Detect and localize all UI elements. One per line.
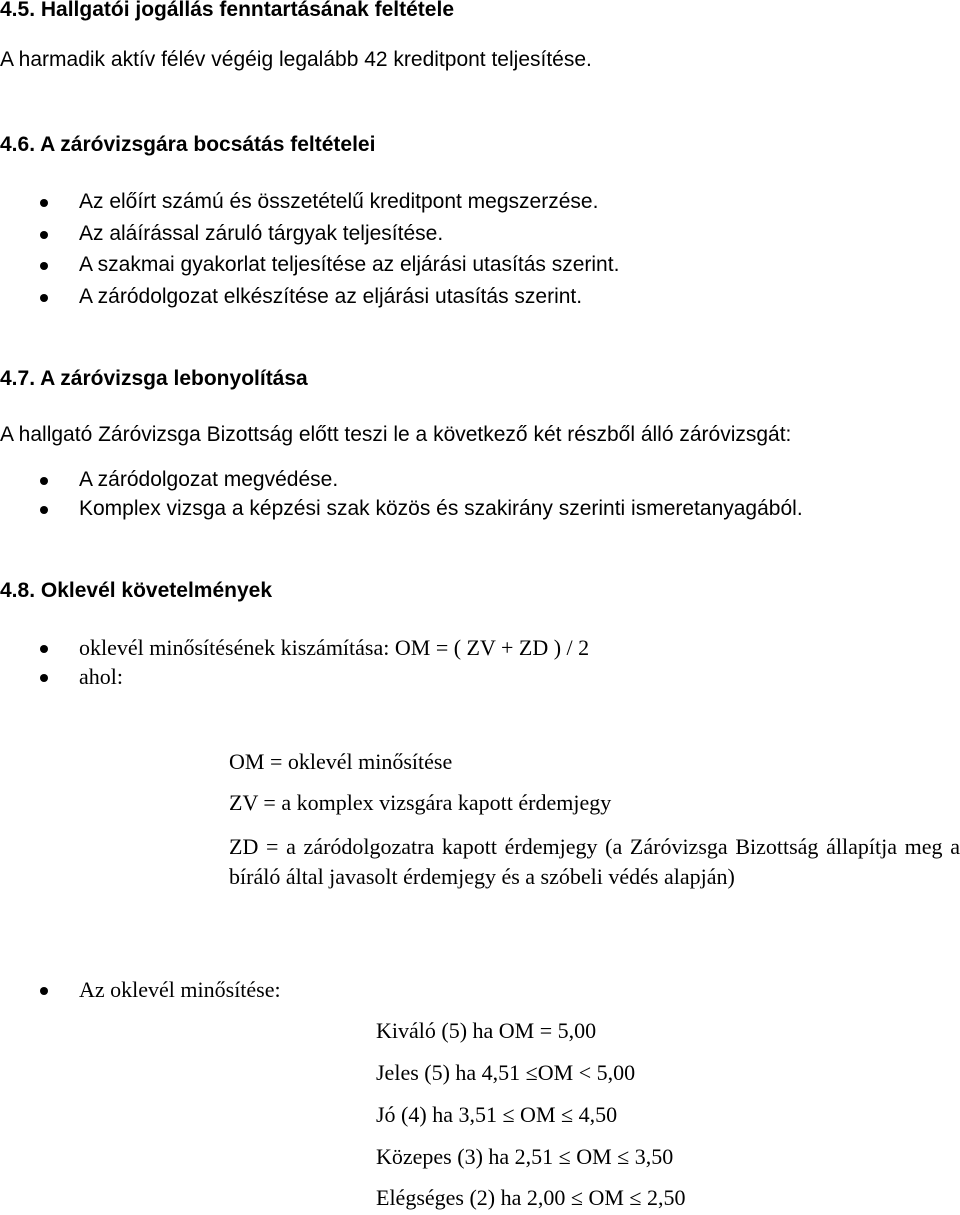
definition-om: OM = oklevél minősítése xyxy=(229,749,453,774)
ahol-text: ahol: xyxy=(79,664,123,689)
bullet-icon xyxy=(40,231,48,239)
heading-4-7: 4.7. A záróvizsga lebonyolítása xyxy=(0,367,308,390)
grade-row: Jeles (5) ha 4,51 ≤OM < 5,00 xyxy=(376,1060,636,1085)
list-item xyxy=(0,190,960,215)
list-item xyxy=(0,977,960,1004)
list-item xyxy=(0,468,960,493)
list-item xyxy=(0,253,960,278)
grade-row: Elégséges (2) ha 2,00 ≤ OM ≤ 2,50 xyxy=(376,1185,686,1210)
bullet-icon xyxy=(40,199,48,207)
bullet-icon xyxy=(40,262,48,270)
bullet-icon xyxy=(40,645,48,653)
list-item-text: A szakmai gyakorlat teljesítése az eljárási utasítás szerint. xyxy=(79,253,620,276)
bullet-icon xyxy=(40,674,48,682)
bullet-icon xyxy=(40,477,48,485)
list-item-text: A záródolgozat megvédése. xyxy=(79,468,339,491)
heading-4-5: 4.5. Hallgatói jogállás fenntartásának feltétele xyxy=(0,0,454,21)
list-item-text: Az előírt számú és összetételű kreditpont megszerzése. xyxy=(79,190,599,213)
paragraph-4-5: A harmadik aktív félév végéig legalább 42 kreditpont teljesítése. xyxy=(0,48,592,71)
rating-label: Az oklevél minősítése: xyxy=(79,977,281,1002)
list-item xyxy=(0,222,960,247)
list-item-text: Komplex vizsga a képzési szak közös és szakirány szerinti ismeretanyagából. xyxy=(79,497,803,520)
list-item-text: A záródolgozat elkészítése az eljárási utasítás szerint. xyxy=(79,285,583,308)
definition-zv: ZV = a komplex vizsgára kapott érdemjegy xyxy=(229,790,612,815)
list-item xyxy=(0,664,960,691)
formula-text: oklevél minősítésének kiszámítása: OM = ( ZV + ZD ) / 2 xyxy=(79,635,590,660)
bullet-icon xyxy=(40,294,48,302)
bullet-icon xyxy=(40,987,48,995)
list-item xyxy=(0,635,960,662)
paragraph-4-7: A hallgató Záróvizsga Bizottság előtt teszi le a következő két részből álló záróvizsgát: xyxy=(0,423,792,446)
bullet-icon xyxy=(40,506,48,514)
grade-row: Közepes (3) ha 2,51 ≤ OM ≤ 3,50 xyxy=(376,1144,674,1169)
list-item xyxy=(0,497,960,522)
definition-zd: ZD = a záródolgozatra kapott érdemjegy (a Záróvizsga Bizottság állapítja meg a bíráló által javasolt érdemjegy és a szóbeli védés alapján) xyxy=(229,834,960,889)
grade-row: Kiváló (5) ha OM = 5,00 xyxy=(376,1018,597,1043)
list-item xyxy=(0,285,960,310)
heading-4-6: 4.6. A záróvizsgára bocsátás feltételei xyxy=(0,133,376,156)
grade-row: Jó (4) ha 3,51 ≤ OM ≤ 4,50 xyxy=(376,1102,618,1127)
heading-4-8: 4.8. Oklevél követelmények xyxy=(0,579,273,602)
list-item-text: Az aláírással záruló tárgyak teljesítése. xyxy=(79,222,444,245)
